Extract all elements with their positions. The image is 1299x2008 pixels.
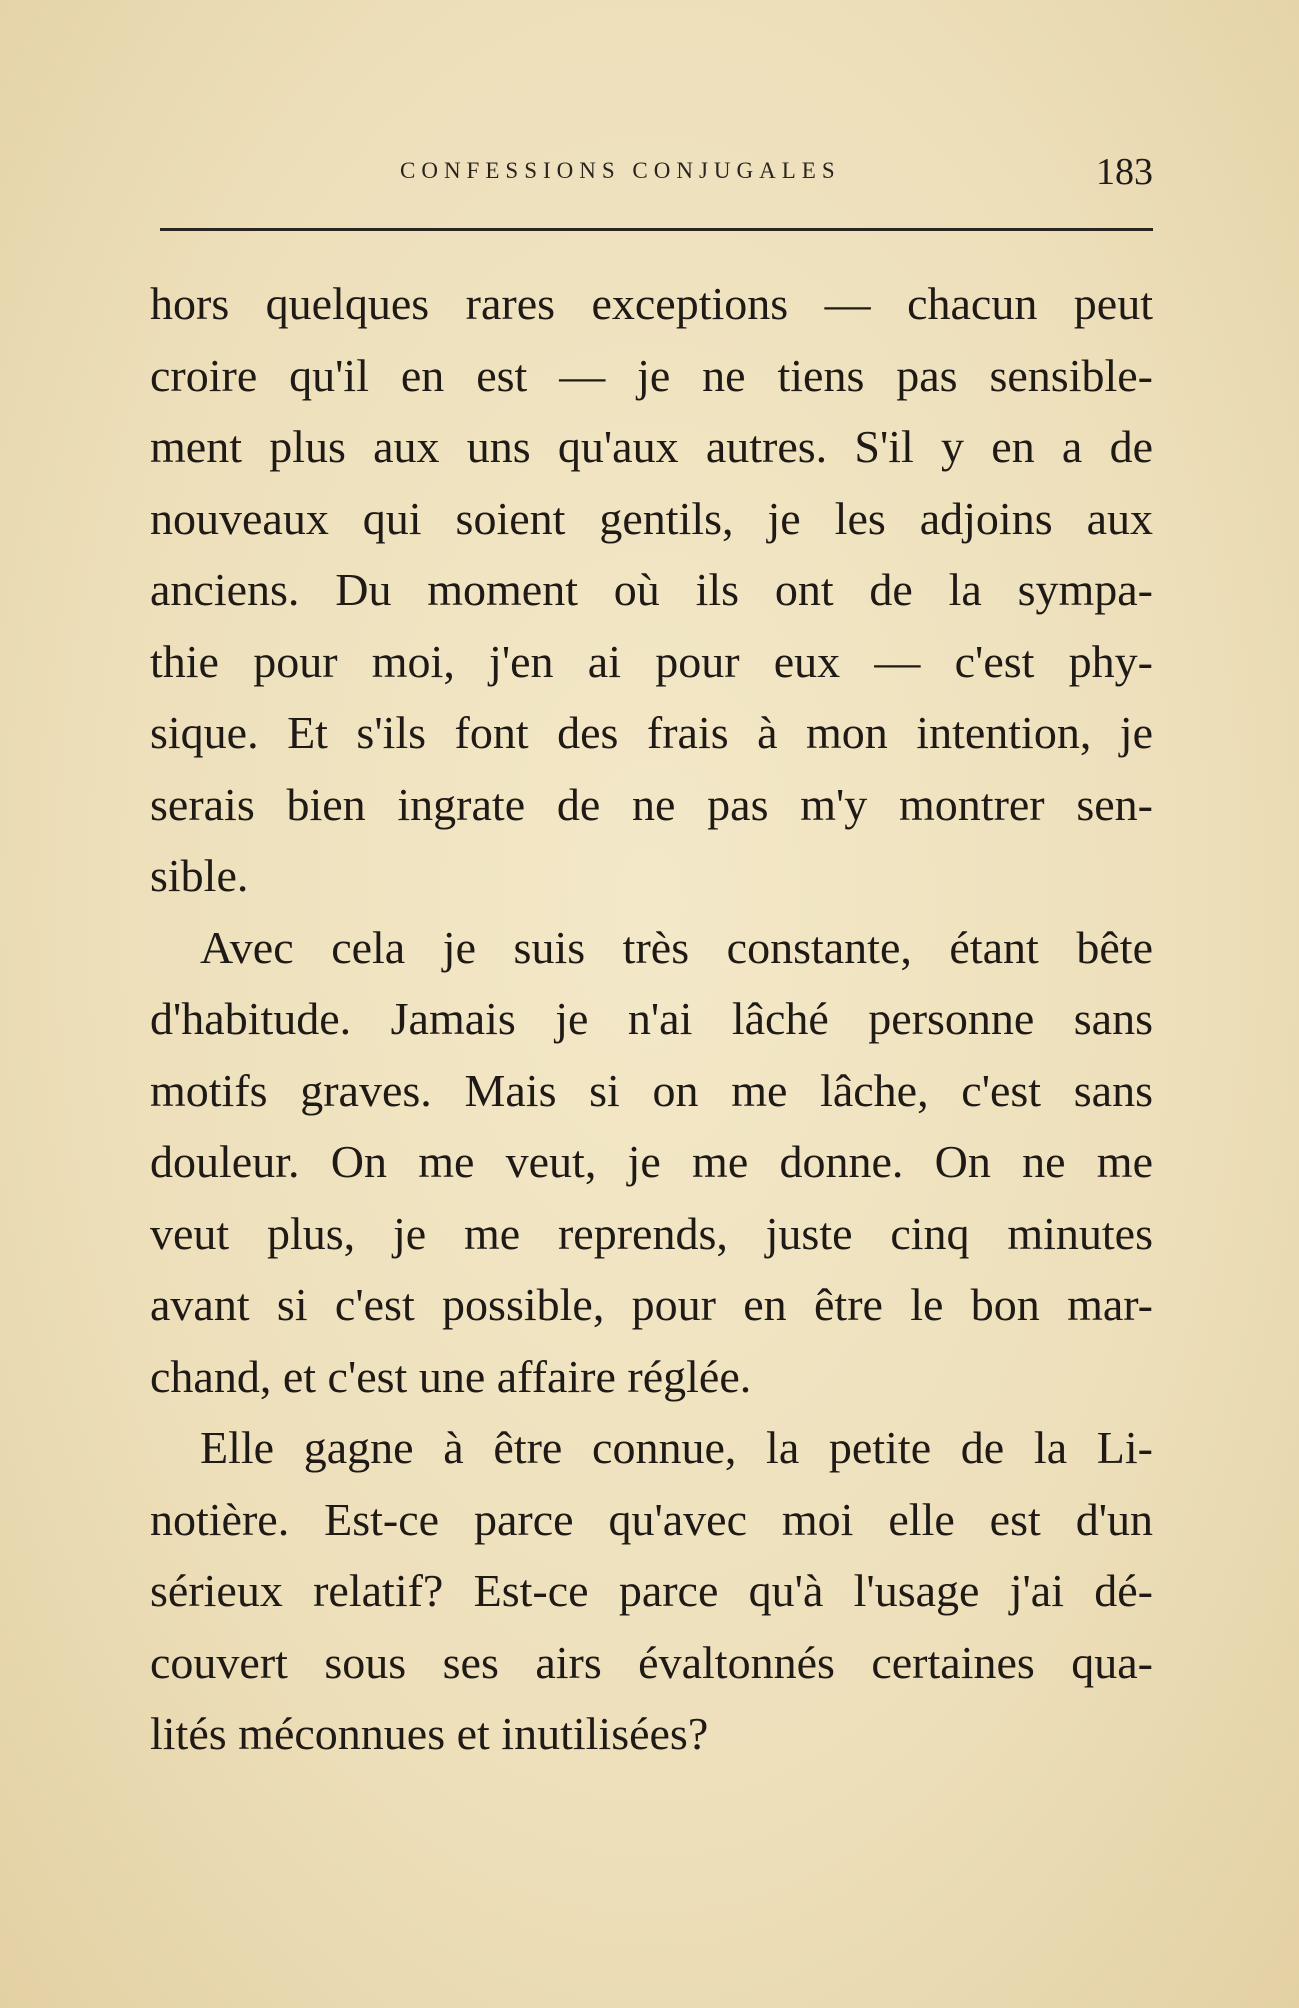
text-line: motifs graves. Mais si on me lâche, c'est sans (150, 1064, 1153, 1116)
paragraph-3 (150, 1412, 1153, 1770)
text-line: ment plus aux uns qu'aux autres. S'il y en a de (150, 421, 1153, 472)
page-header (160, 150, 1153, 200)
text-line: Elle gagne à être connue, la petite de la Li- (200, 1422, 1153, 1473)
header-rule (160, 228, 1153, 231)
text-line: Avec cela je suis très constante, étant bête (200, 921, 1153, 973)
text-line: serais bien ingrate de ne pas m'y montrer sen- (150, 778, 1153, 830)
text-line: douleur. On me veut, je me donne. On ne me (150, 1136, 1153, 1187)
page-number: 183 (1096, 151, 1153, 193)
text-line: notière. Est-ce parce qu'avec moi elle est d'un (150, 1493, 1153, 1545)
text-line: couvert sous ses airs évaltonnés certaines qua- (150, 1636, 1153, 1688)
text-line: lités méconnues et inutilisées? (150, 1708, 709, 1759)
text-line: d'habitude. Jamais je n'ai lâché personne sans (150, 993, 1153, 1044)
text-line: nouveaux qui soient gentils, je les adjoins aux (150, 492, 1153, 544)
text-line: croire qu'il en est — je ne tiens pas sensible- (150, 349, 1153, 401)
text-line: hors quelques rares exceptions — chacun peut (150, 278, 1153, 329)
paragraph-1 (150, 268, 1153, 912)
text-line: sique. Et s'ils font des frais à mon intention, je (150, 707, 1153, 758)
running-title: CONFESSIONS CONJUGALES (400, 158, 841, 183)
text-line: sérieux relatif? Est-ce parce qu'à l'usage j'ai dé- (150, 1565, 1153, 1616)
text-line: veut plus, je me reprends, juste cinq minutes (150, 1207, 1153, 1259)
body-text (150, 268, 1153, 1770)
text-line: sible. (150, 850, 249, 901)
text-line: chand, et c'est une affaire réglée. (150, 1350, 752, 1402)
text-line: anciens. Du moment où ils ont de la sympa- (150, 564, 1153, 615)
paragraph-2 (150, 912, 1153, 1413)
text-line: thie pour moi, j'en ai pour eux — c'est phy- (150, 635, 1153, 687)
text-line: avant si c'est possible, pour en être le bon mar- (150, 1279, 1153, 1330)
